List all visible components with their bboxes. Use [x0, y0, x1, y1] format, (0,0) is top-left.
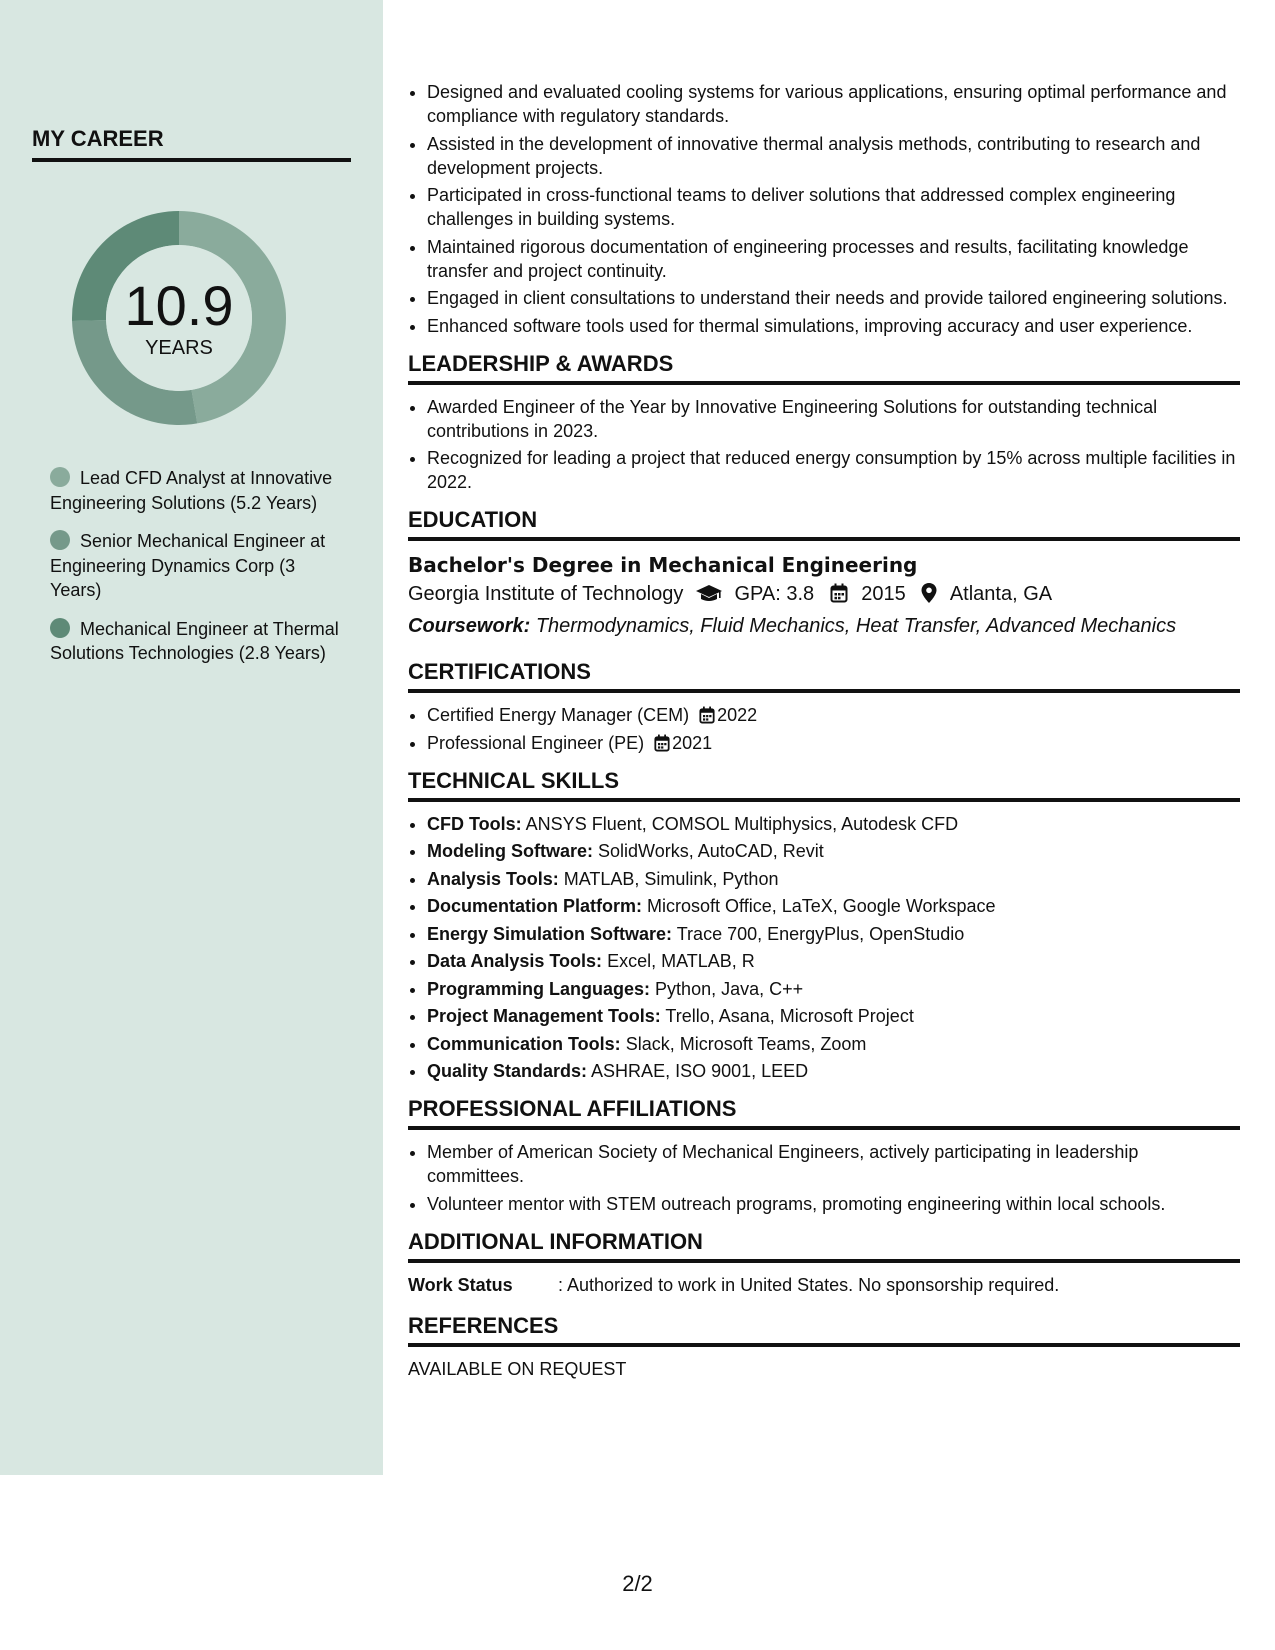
skill-label: Quality Standards:	[427, 1061, 588, 1081]
career-item	[50, 529, 340, 603]
certification-item	[427, 703, 1240, 727]
leadership-list	[408, 395, 1240, 495]
page-number: 2/2	[622, 1571, 653, 1596]
work-status-label: Work Status	[408, 1274, 513, 1295]
degree-title: Bachelor's Degree in Mechanical Engineering	[408, 553, 918, 577]
skills-heading: TECHNICAL SKILLS	[408, 768, 1240, 802]
skill-label: Programming Languages:	[427, 978, 651, 999]
graduation-cap-icon	[695, 583, 723, 603]
skills-list	[408, 812, 1240, 1084]
skill-value: ANSYS Fluent, COMSOL Multiphysics, Autodesk CFD	[525, 813, 959, 834]
references-heading: REFERENCES	[408, 1313, 1240, 1347]
experience-bullet: • Designed and evaluated cooling systems for various applications, ensuring optimal performance and compliance with regulatory standards.	[427, 80, 1240, 128]
experience-bullet: • Participated in cross-functional teams to deliver solutions that addressed complex engineering challenges in building systems.	[427, 183, 1240, 231]
career-donut-chart	[66, 205, 292, 431]
additional-info-heading: ADDITIONAL INFORMATION	[408, 1229, 1240, 1263]
career-list	[50, 466, 340, 680]
certification-item	[427, 731, 1240, 755]
experience-bullet: • Enhanced software tools used for thermal simulations, improving accuracy and user experience.	[427, 314, 1240, 338]
skill-item	[427, 1004, 1240, 1028]
location-pin-icon	[921, 583, 937, 603]
coursework-label: Coursework:	[408, 615, 531, 637]
skill-item	[427, 812, 1240, 836]
affiliations-heading: PROFESSIONAL AFFILIATIONS	[408, 1096, 1240, 1130]
leadership-item: • Awarded Engineer of the Year by Innovative Engineering Solutions for outstanding technical contributions in 2023.	[427, 395, 1240, 443]
calendar-icon	[699, 706, 715, 724]
education-details	[408, 579, 1240, 609]
sidebar	[0, 0, 383, 1475]
skill-label: Analysis Tools:	[427, 868, 559, 889]
school-location: Atlanta, GA	[949, 583, 1053, 605]
legend-dot	[50, 467, 70, 487]
years-label: YEARS	[145, 337, 213, 359]
experience-bullet: • Engaged in client consultations to understand their needs and provide tailored engineering solutions.	[427, 286, 1240, 310]
skill-value: Trace 700, EnergyPlus, OpenStudio	[676, 923, 965, 944]
skill-label: Data Analysis Tools:	[427, 951, 603, 971]
skill-label: Energy Simulation Software:	[427, 923, 673, 944]
skill-item	[427, 977, 1240, 1001]
skill-item	[427, 949, 1240, 973]
skill-label: Modeling Software:	[427, 841, 593, 861]
affiliation-item: • Member of American Society of Mechanical Engineers, actively participating in leadership committees.	[427, 1140, 1240, 1188]
career-item	[50, 466, 340, 515]
skill-item	[427, 839, 1240, 863]
skill-item	[427, 922, 1240, 946]
certification-name: Certified Energy Manager (CEM)	[427, 705, 690, 725]
skill-item	[427, 894, 1240, 918]
work-status-value: : Authorized to work in United States. No sponsorship required.	[558, 1274, 1060, 1295]
career-item	[50, 617, 340, 666]
skill-value: Microsoft Office, LaTeX, Google Workspace	[647, 896, 996, 916]
career-item-label: Senior Mechanical Engineer at Engineering Dynamics Corp (3 Years)	[50, 531, 326, 600]
certifications-heading: CERTIFICATIONS	[408, 659, 1240, 693]
graduation-year: 2015	[861, 583, 906, 605]
skill-label: Documentation Platform:	[427, 896, 643, 916]
coursework-list: Thermodynamics, Fluid Mechanics, Heat Transfer, Advanced Mechanics	[535, 615, 1177, 637]
gpa: GPA: 3.8	[734, 583, 815, 605]
skill-item	[427, 1032, 1240, 1056]
calendar-icon	[654, 734, 670, 752]
certifications-list	[408, 703, 1240, 755]
skill-value: SolidWorks, AutoCAD, Revit	[598, 841, 824, 861]
total-years-value: 10.9	[124, 274, 234, 337]
skill-value: Slack, Microsoft Teams, Zoom	[625, 1033, 867, 1054]
affiliation-item: • Volunteer mentor with STEM outreach programs, promoting engineering within local schools.	[427, 1192, 1240, 1216]
education-heading: EDUCATION	[408, 507, 1240, 541]
experience-bullets	[408, 80, 1240, 338]
leadership-heading: LEADERSHIP & AWARDS	[408, 351, 1240, 385]
calendar-icon	[830, 583, 848, 603]
skill-label: CFD Tools:	[427, 813, 522, 834]
experience-bullet: • Assisted in the development of innovative thermal analysis methods, contributing to research and development projects.	[427, 132, 1240, 180]
skill-value: ASHRAE, ISO 9001, LEED	[591, 1061, 809, 1081]
certification-name: Professional Engineer (PE)	[427, 732, 645, 753]
references-text: AVAILABLE ON REQUEST	[408, 1358, 627, 1379]
legend-dot	[50, 530, 70, 550]
certification-year: 2021	[672, 732, 713, 753]
work-status-row	[408, 1273, 1240, 1297]
skill-label: Project Management Tools:	[427, 1006, 661, 1026]
skill-item	[427, 1059, 1240, 1083]
coursework	[408, 611, 1240, 641]
skill-value: Excel, MATLAB, R	[607, 951, 755, 971]
affiliations-list	[408, 1140, 1240, 1216]
career-item-label: Lead CFD Analyst at Innovative Engineering Solutions (5.2 Years)	[50, 468, 333, 513]
skill-item	[427, 867, 1240, 891]
certification-year: 2022	[717, 705, 758, 725]
leadership-item: • Recognized for leading a project that reduced energy consumption by 15% across multiple facilities in 2022.	[427, 446, 1240, 494]
career-item-label: Mechanical Engineer at Thermal Solutions Technologies (2.8 Years)	[50, 618, 339, 663]
skill-value: Python, Java, C++	[655, 978, 804, 999]
skill-label: Communication Tools:	[427, 1033, 621, 1054]
main-content	[408, 80, 1240, 1381]
school-name: Georgia Institute of Technology	[408, 583, 684, 605]
skill-value: MATLAB, Simulink, Python	[563, 868, 779, 889]
skill-value: Trello, Asana, Microsoft Project	[665, 1006, 914, 1026]
career-heading: MY CAREER	[32, 126, 351, 162]
experience-bullet: • Maintained rigorous documentation of engineering processes and results, facilitating knowledge transfer and project continuity.	[427, 235, 1240, 283]
legend-dot	[50, 618, 70, 638]
